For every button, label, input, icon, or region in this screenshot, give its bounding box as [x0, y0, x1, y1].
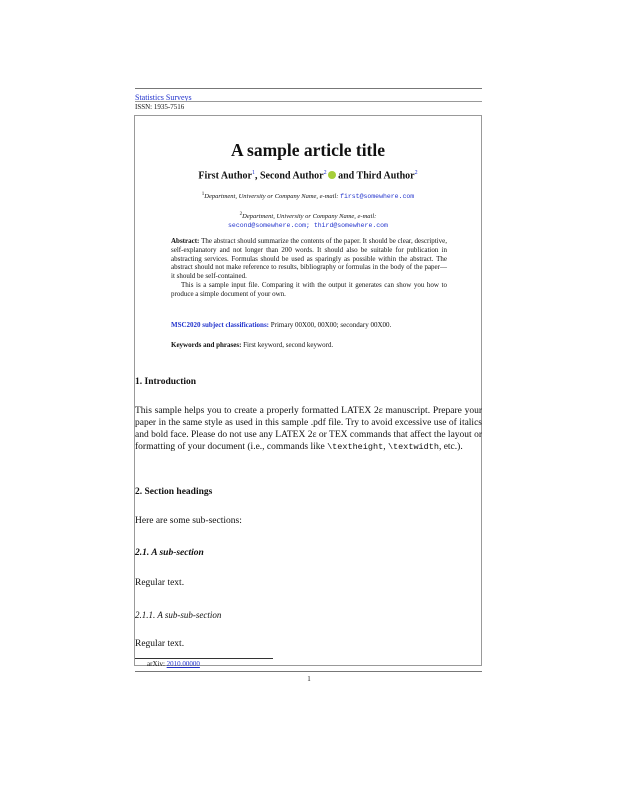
bottom-rule — [135, 671, 482, 672]
footnote-rule — [135, 658, 273, 659]
paragraph-text: , etc.). — [438, 442, 463, 452]
paragraph-text: This sample helps you to create a properly formatted LATEX 2ε manuscript. Prepare your paper in the same style as used in this sample .pdf file. Try to avoid excessive use of italics and bold face. Please do not use any LATEX 2ε or TEX commands that affect the layout or formatting of your document (i.e., commands like — [135, 406, 482, 452]
keywords-label: Keywords and phrases: — [171, 341, 242, 349]
email-link[interactable]: first@somewhere.com — [340, 193, 415, 201]
header-rule — [135, 101, 482, 102]
keywords — [171, 341, 447, 349]
arxiv-id-link[interactable]: 2010.00000 — [166, 660, 200, 668]
affiliation-2 — [134, 210, 482, 230]
author-name: First Author — [198, 170, 252, 182]
section-heading-introduction: 1. Introduction — [135, 377, 197, 387]
affiliation-text: Department, University or Company Name, e-mail: — [242, 213, 377, 221]
author-list — [134, 170, 482, 181]
section-2-paragraph: Here are some sub-sections: — [135, 516, 242, 526]
abstract-label: Abstract: — [171, 237, 200, 245]
issn: ISSN: 1935-7516 — [135, 103, 185, 111]
affiliation-marker[interactable]: 2 — [414, 170, 418, 176]
affiliation-number: 1 — [201, 192, 205, 197]
keywords-text: First keyword, second keyword. — [241, 341, 334, 349]
inline-code: \textwidth — [387, 442, 439, 452]
arxiv-reference — [147, 660, 200, 668]
article-title: A sample article title — [230, 140, 386, 160]
affiliation-number: 2 — [239, 212, 243, 217]
msc-classification — [171, 321, 447, 330]
affiliation-marker[interactable]: 1 — [251, 170, 255, 176]
section-heading-2: 2. Section headings — [135, 487, 213, 497]
affiliation-marker[interactable]: 2 — [323, 170, 327, 176]
abstract-paragraph: This is a sample input file. Comparing it with the output it generates can show you how to produce a simple document of your own. — [171, 280, 447, 298]
author-separator: and — [335, 170, 357, 182]
email-links[interactable]: second@somewhere.com; third@somewhere.com — [228, 222, 388, 230]
affiliation-text: Department, University or Company Name, e-mail: — [204, 193, 341, 201]
msc-label-link[interactable]: MSC2020 subject classifications: — [171, 321, 269, 329]
inline-code: \textheight — [327, 442, 384, 452]
subsubsection-heading: 2.1.1. A sub-sub-section — [135, 610, 222, 620]
author-name: Second Author — [259, 170, 324, 182]
page-number: 1 — [307, 675, 311, 683]
journal-name-link[interactable]: Statistics Surveys — [135, 93, 192, 102]
arxiv-label: arXiv: — [147, 660, 167, 668]
subsubsection-paragraph: Regular text. — [135, 639, 185, 649]
abstract-paragraph: The abstract should summarize the contents of the paper. It should be clear, descriptive, self-explanatory and not longer than 200 words. It should also be suitable for publication in abstracting services. Formulas should be used as sparingly as possible within the abstract. The abstract should not make reference to results, bibliography or formulas in the body of the paper—it should be self-contained. — [171, 237, 448, 281]
top-rule — [135, 88, 482, 89]
abstract — [171, 237, 447, 299]
author-name: Third Author — [356, 170, 415, 182]
affiliation-1 — [134, 192, 482, 200]
introduction-paragraph — [135, 405, 482, 453]
subsection-heading: 2.1. A sub-section — [135, 548, 204, 558]
subsection-paragraph: Regular text. — [135, 578, 185, 588]
author-separator: , — [254, 170, 260, 182]
msc-text: Primary 00X00, 00X00; secondary 00X00. — [269, 321, 392, 329]
orcid-icon[interactable] — [328, 171, 336, 179]
paragraph-text: , — [383, 442, 388, 452]
